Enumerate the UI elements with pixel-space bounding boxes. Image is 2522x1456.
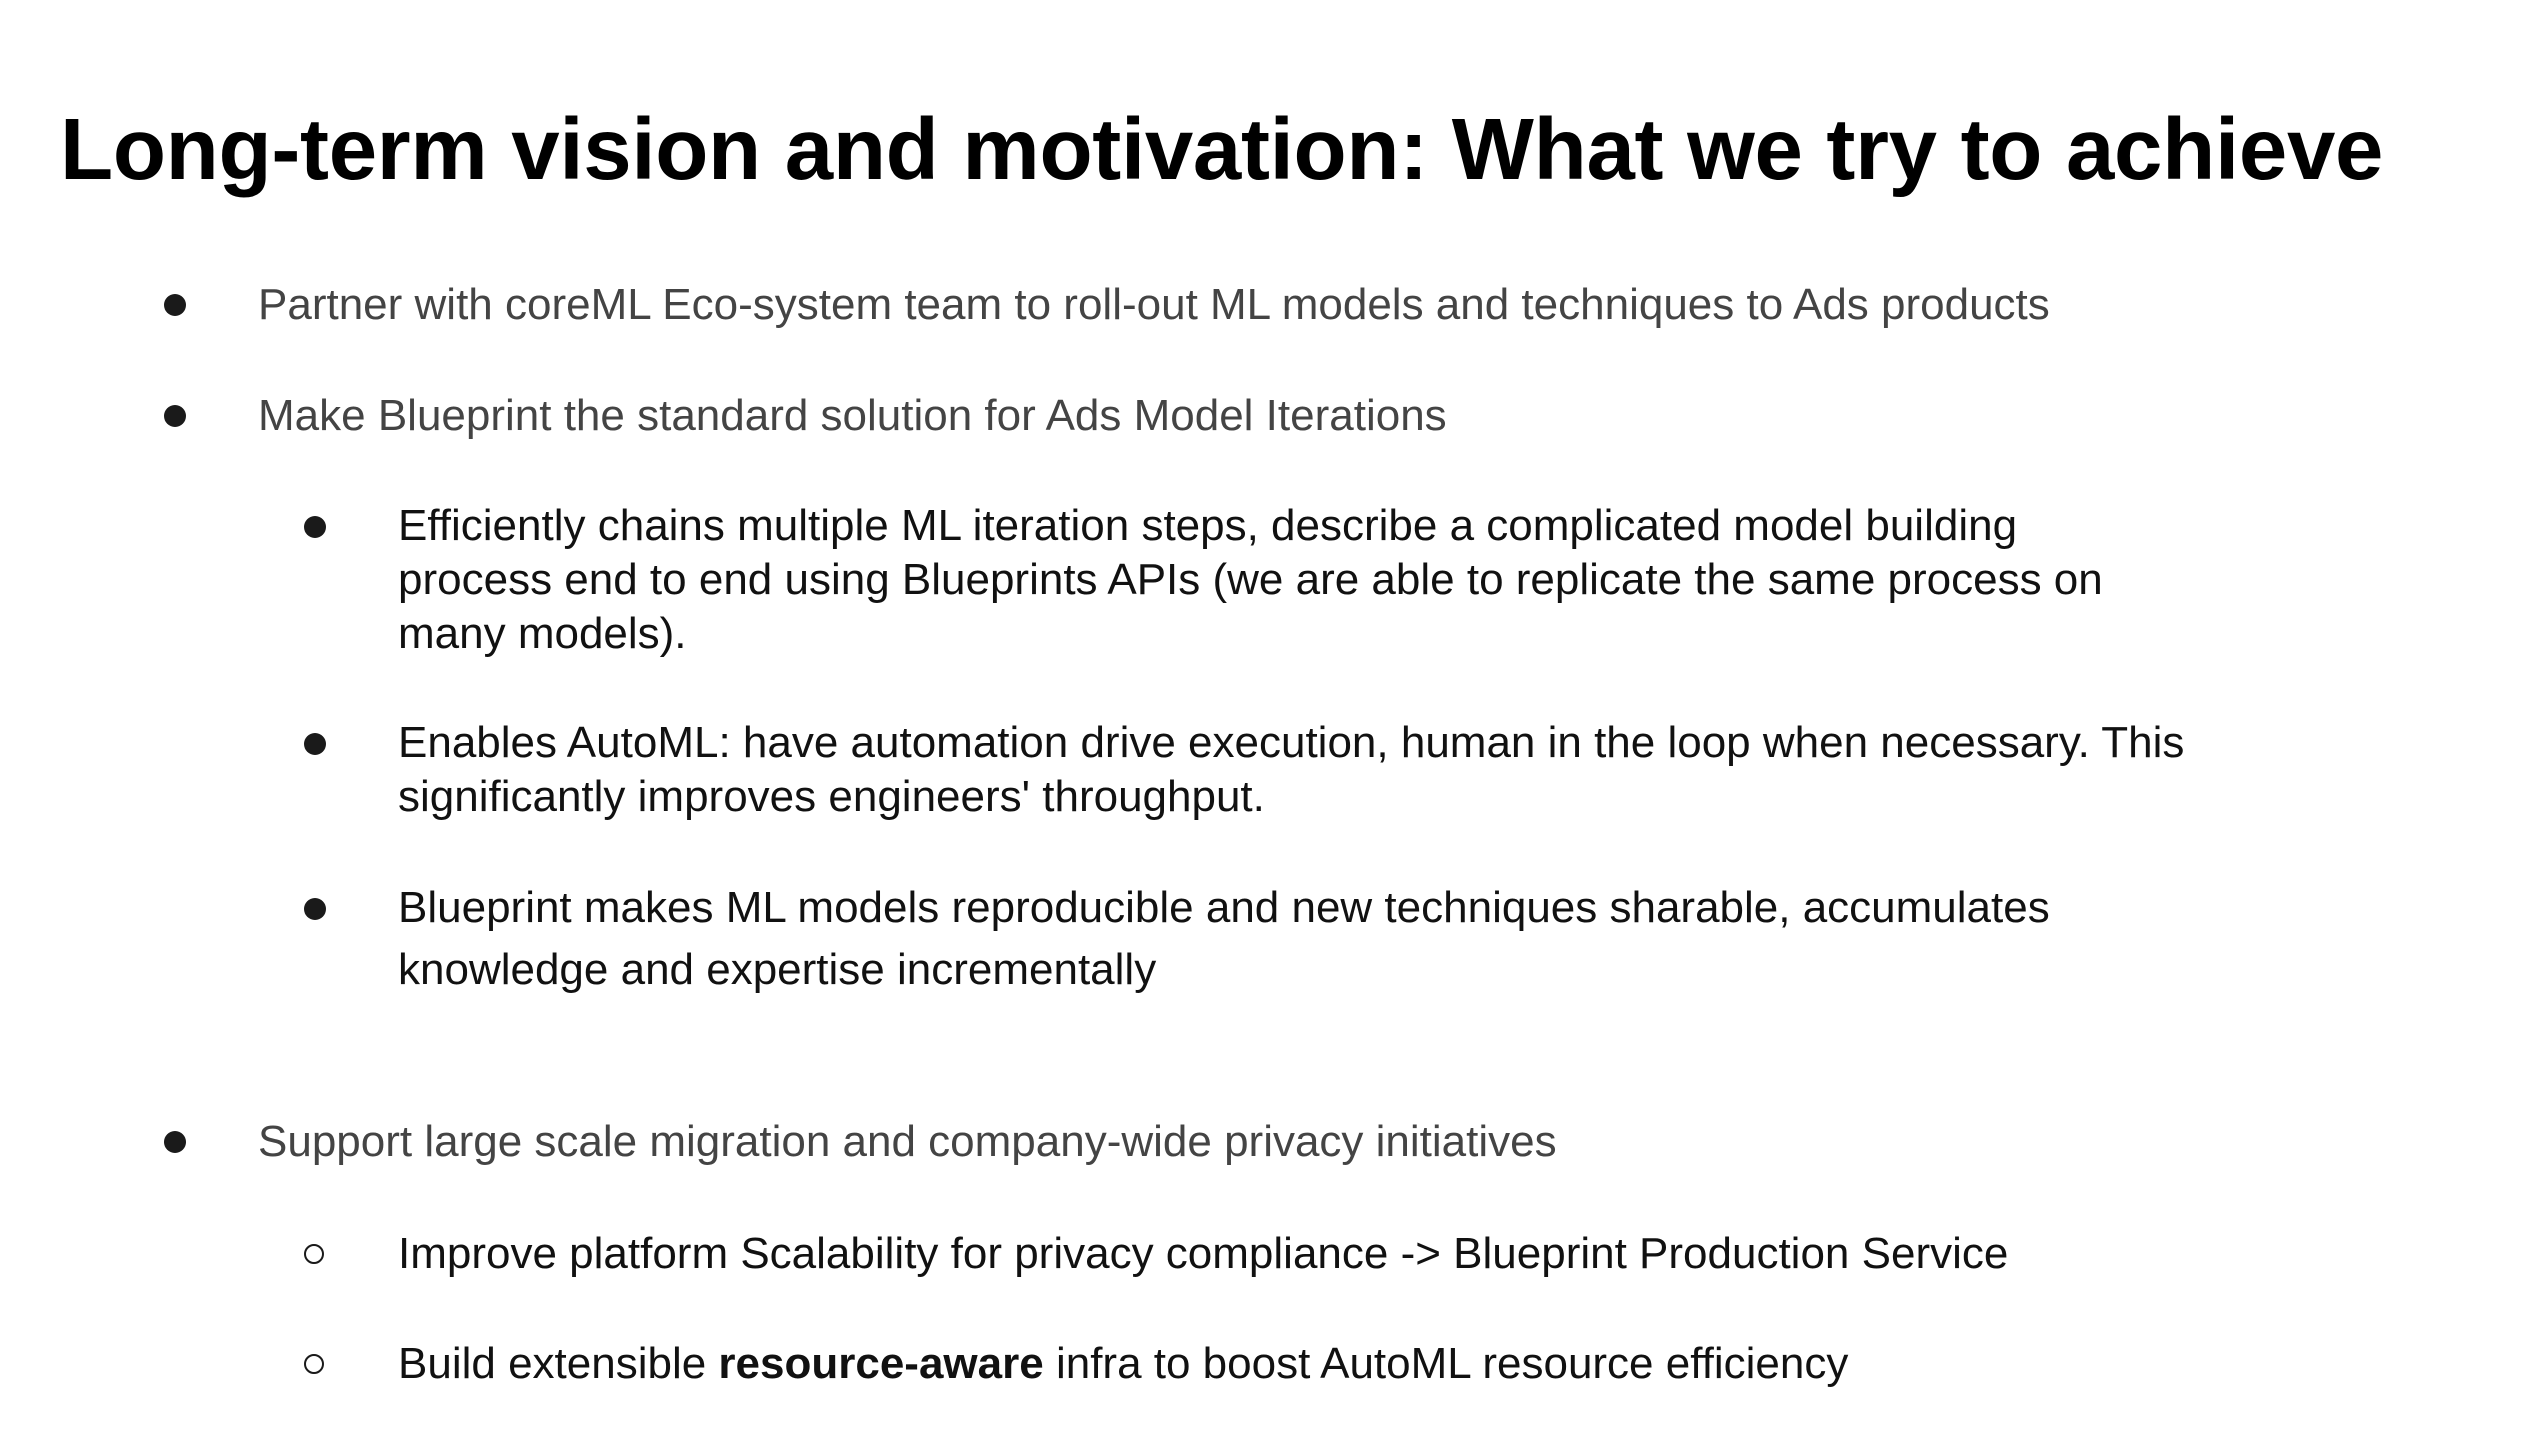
slide-title: Long-term vision and motivation: What we try to achieve [60, 101, 2384, 198]
bullet-dot-icon [304, 733, 326, 755]
bullet-text: Make Blueprint the standard solution for Ads Model Iterations [258, 391, 1447, 440]
text-line: knowledge and expertise incrementally [398, 945, 1157, 994]
sub-bullet-text [398, 881, 2050, 997]
bullet-dot-icon [304, 898, 326, 920]
bullet-dot-icon [304, 516, 326, 538]
sub-bullet-text [398, 1337, 1848, 1391]
text-line: Blueprint makes ML models reproducible and new techniques sharable, accumulates [398, 883, 2050, 932]
text-line: Enables AutoML: have automation drive execution, human in the loop when necessary. This [398, 718, 2185, 767]
bold-text-segment: resource-aware [718, 1339, 1044, 1388]
text-segment: Build extensible [398, 1339, 719, 1388]
bullet-dot-icon [164, 405, 186, 427]
text-segment: infra to boost AutoML resource efficiency [1043, 1339, 1849, 1388]
text-line: process end to end using Blueprints APIs (we are able to replicate the same process on [398, 555, 2103, 604]
bullet-dot-icon [164, 294, 186, 316]
bullet-dot-icon [164, 1131, 186, 1153]
circle-bullet-icon [304, 1244, 324, 1264]
text-line: significantly improves engineers' throughput. [398, 772, 1265, 821]
bullet-text: Partner with coreML Eco-system team to roll-out ML models and techniques to Ads products [258, 280, 2050, 329]
sub-bullet-text: Improve platform Scalability for privacy compliance -> Blueprint Production Service [398, 1229, 2009, 1278]
circle-bullet-icon [304, 1354, 324, 1374]
bullet-text: Support large scale migration and company-wide privacy initiatives [258, 1117, 1557, 1166]
sub-bullet-text [398, 499, 2103, 661]
text-line: many models). [398, 609, 687, 658]
text-line: Efficiently chains multiple ML iteration steps, describe a complicated model building [398, 501, 2018, 550]
sub-bullet-text [398, 716, 2184, 824]
